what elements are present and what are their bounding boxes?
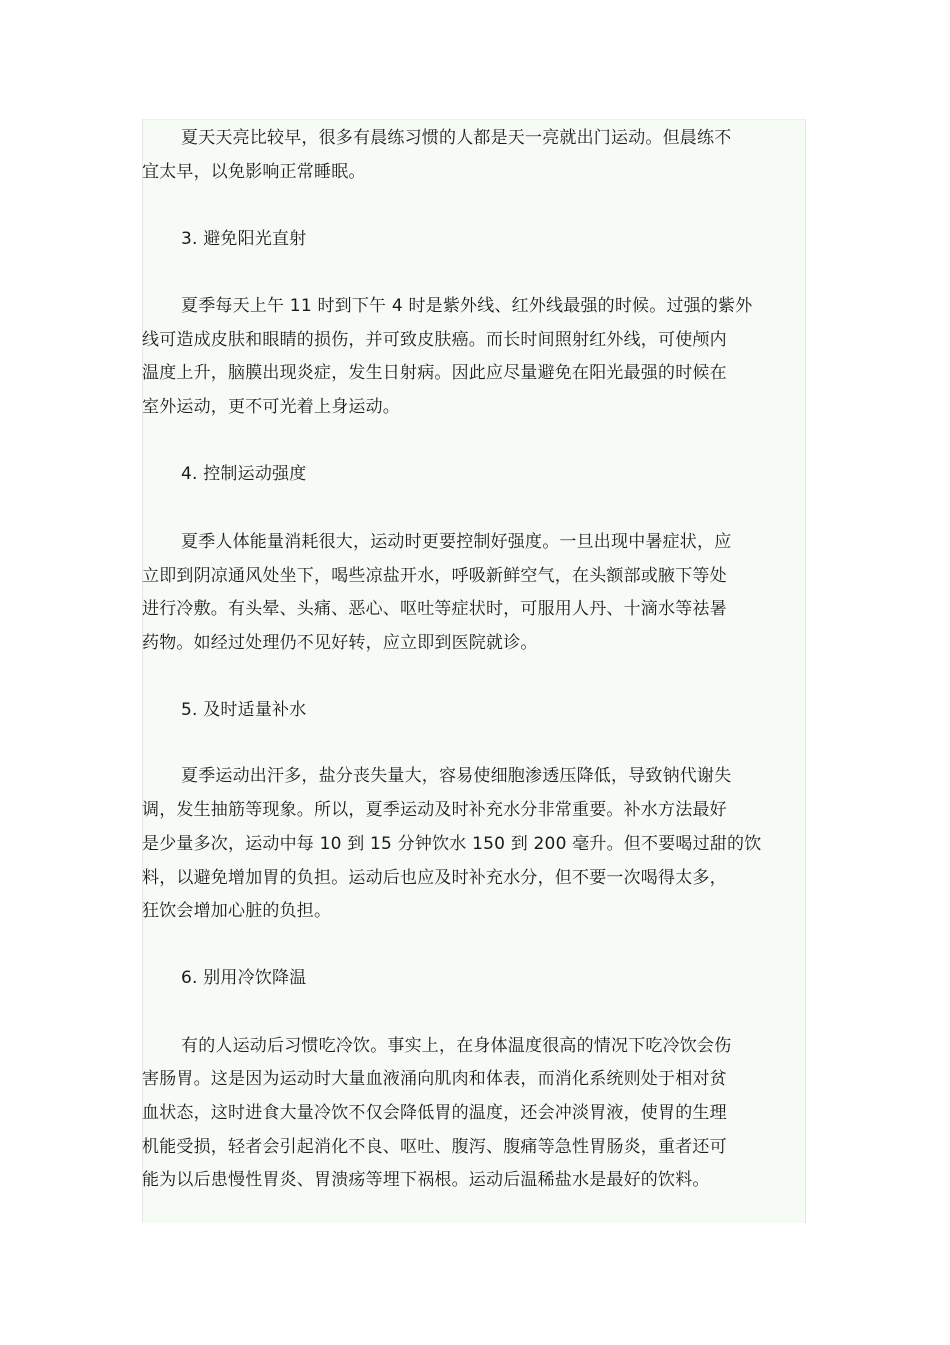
content-panel (142, 119, 806, 1223)
paragraph-line: 机能受损，轻者会引起消化不良、呕吐、腹泻、腹痛等急性胃肠炎，重者还可 (142, 1137, 727, 1157)
paragraph-line: 药物。如经过处理仍不见好转，应立即到医院就诊。 (142, 633, 538, 653)
section-heading: 3. 避免阳光直射 (181, 229, 307, 249)
paragraph-line: 夏季每天上午 11 时到下午 4 时是紫外线、红外线最强的时候。过强的紫外 (181, 296, 753, 316)
section-heading: 6. 别用冷饮降温 (181, 968, 307, 988)
paragraph-line: 狂饮会增加心脏的负担。 (142, 901, 332, 921)
paragraph-line: 夏季人体能量消耗很大，运动时更要控制好强度。一旦出现中暑症状，应 (181, 532, 732, 552)
paragraph-line: 温度上升，脑膜出现炎症，发生日射病。因此应尽量避免在阳光最强的时候在 (142, 363, 727, 383)
paragraph-line: 夏天天亮比较早，很多有晨练习惯的人都是天一亮就出门运动。但晨练不 (181, 128, 732, 148)
paragraph-line: 夏季运动出汗多，盐分丧失量大，容易使细胞渗透压降低，导致钠代谢失 (181, 766, 732, 786)
paragraph-line: 是少量多次，运动中每 10 到 15 分钟饮水 150 到 200 毫升。但不要喝过甜的饮 (142, 834, 762, 854)
section-heading: 4. 控制运动强度 (181, 464, 307, 484)
paragraph-line: 线可造成皮肤和眼睛的损伤，并可致皮肤癌。而长时间照射红外线，可使颅内 (142, 330, 727, 350)
paragraph-line: 血状态，这时进食大量冷饮不仅会降低胃的温度，还会冲淡胃液，使胃的生理 (142, 1103, 727, 1123)
paragraph-line: 室外运动，更不可光着上身运动。 (142, 397, 400, 417)
paragraph-line: 能为以后患慢性胃炎、胃溃疡等埋下祸根。运动后温稀盐水是最好的饮料。 (142, 1170, 710, 1190)
paragraph-line: 有的人运动后习惯吃冷饮。事实上，在身体温度很高的情况下吃冷饮会伤 (181, 1036, 732, 1056)
paragraph-line: 进行冷敷。有头晕、头痛、恶心、呕吐等症状时，可服用人丹、十滴水等祛暑 (142, 599, 727, 619)
paragraph-line: 害肠胃。这是因为运动时大量血液涌向肌肉和体表，而消化系统则处于相对贫 (142, 1069, 727, 1089)
paragraph-line: 宜太早，以免影响正常睡眠。 (142, 162, 366, 182)
paragraph-line: 料，以避免增加胃的负担。运动后也应及时补充水分，但不要一次喝得太多， (142, 868, 727, 888)
paragraph-line: 立即到阴凉通风处坐下，喝些凉盐开水，呼吸新鲜空气，在头额部或腋下等处 (142, 566, 727, 586)
section-heading: 5. 及时适量补水 (181, 700, 307, 720)
paragraph-line: 调，发生抽筋等现象。所以，夏季运动及时补充水分非常重要。补水方法最好 (142, 800, 727, 820)
